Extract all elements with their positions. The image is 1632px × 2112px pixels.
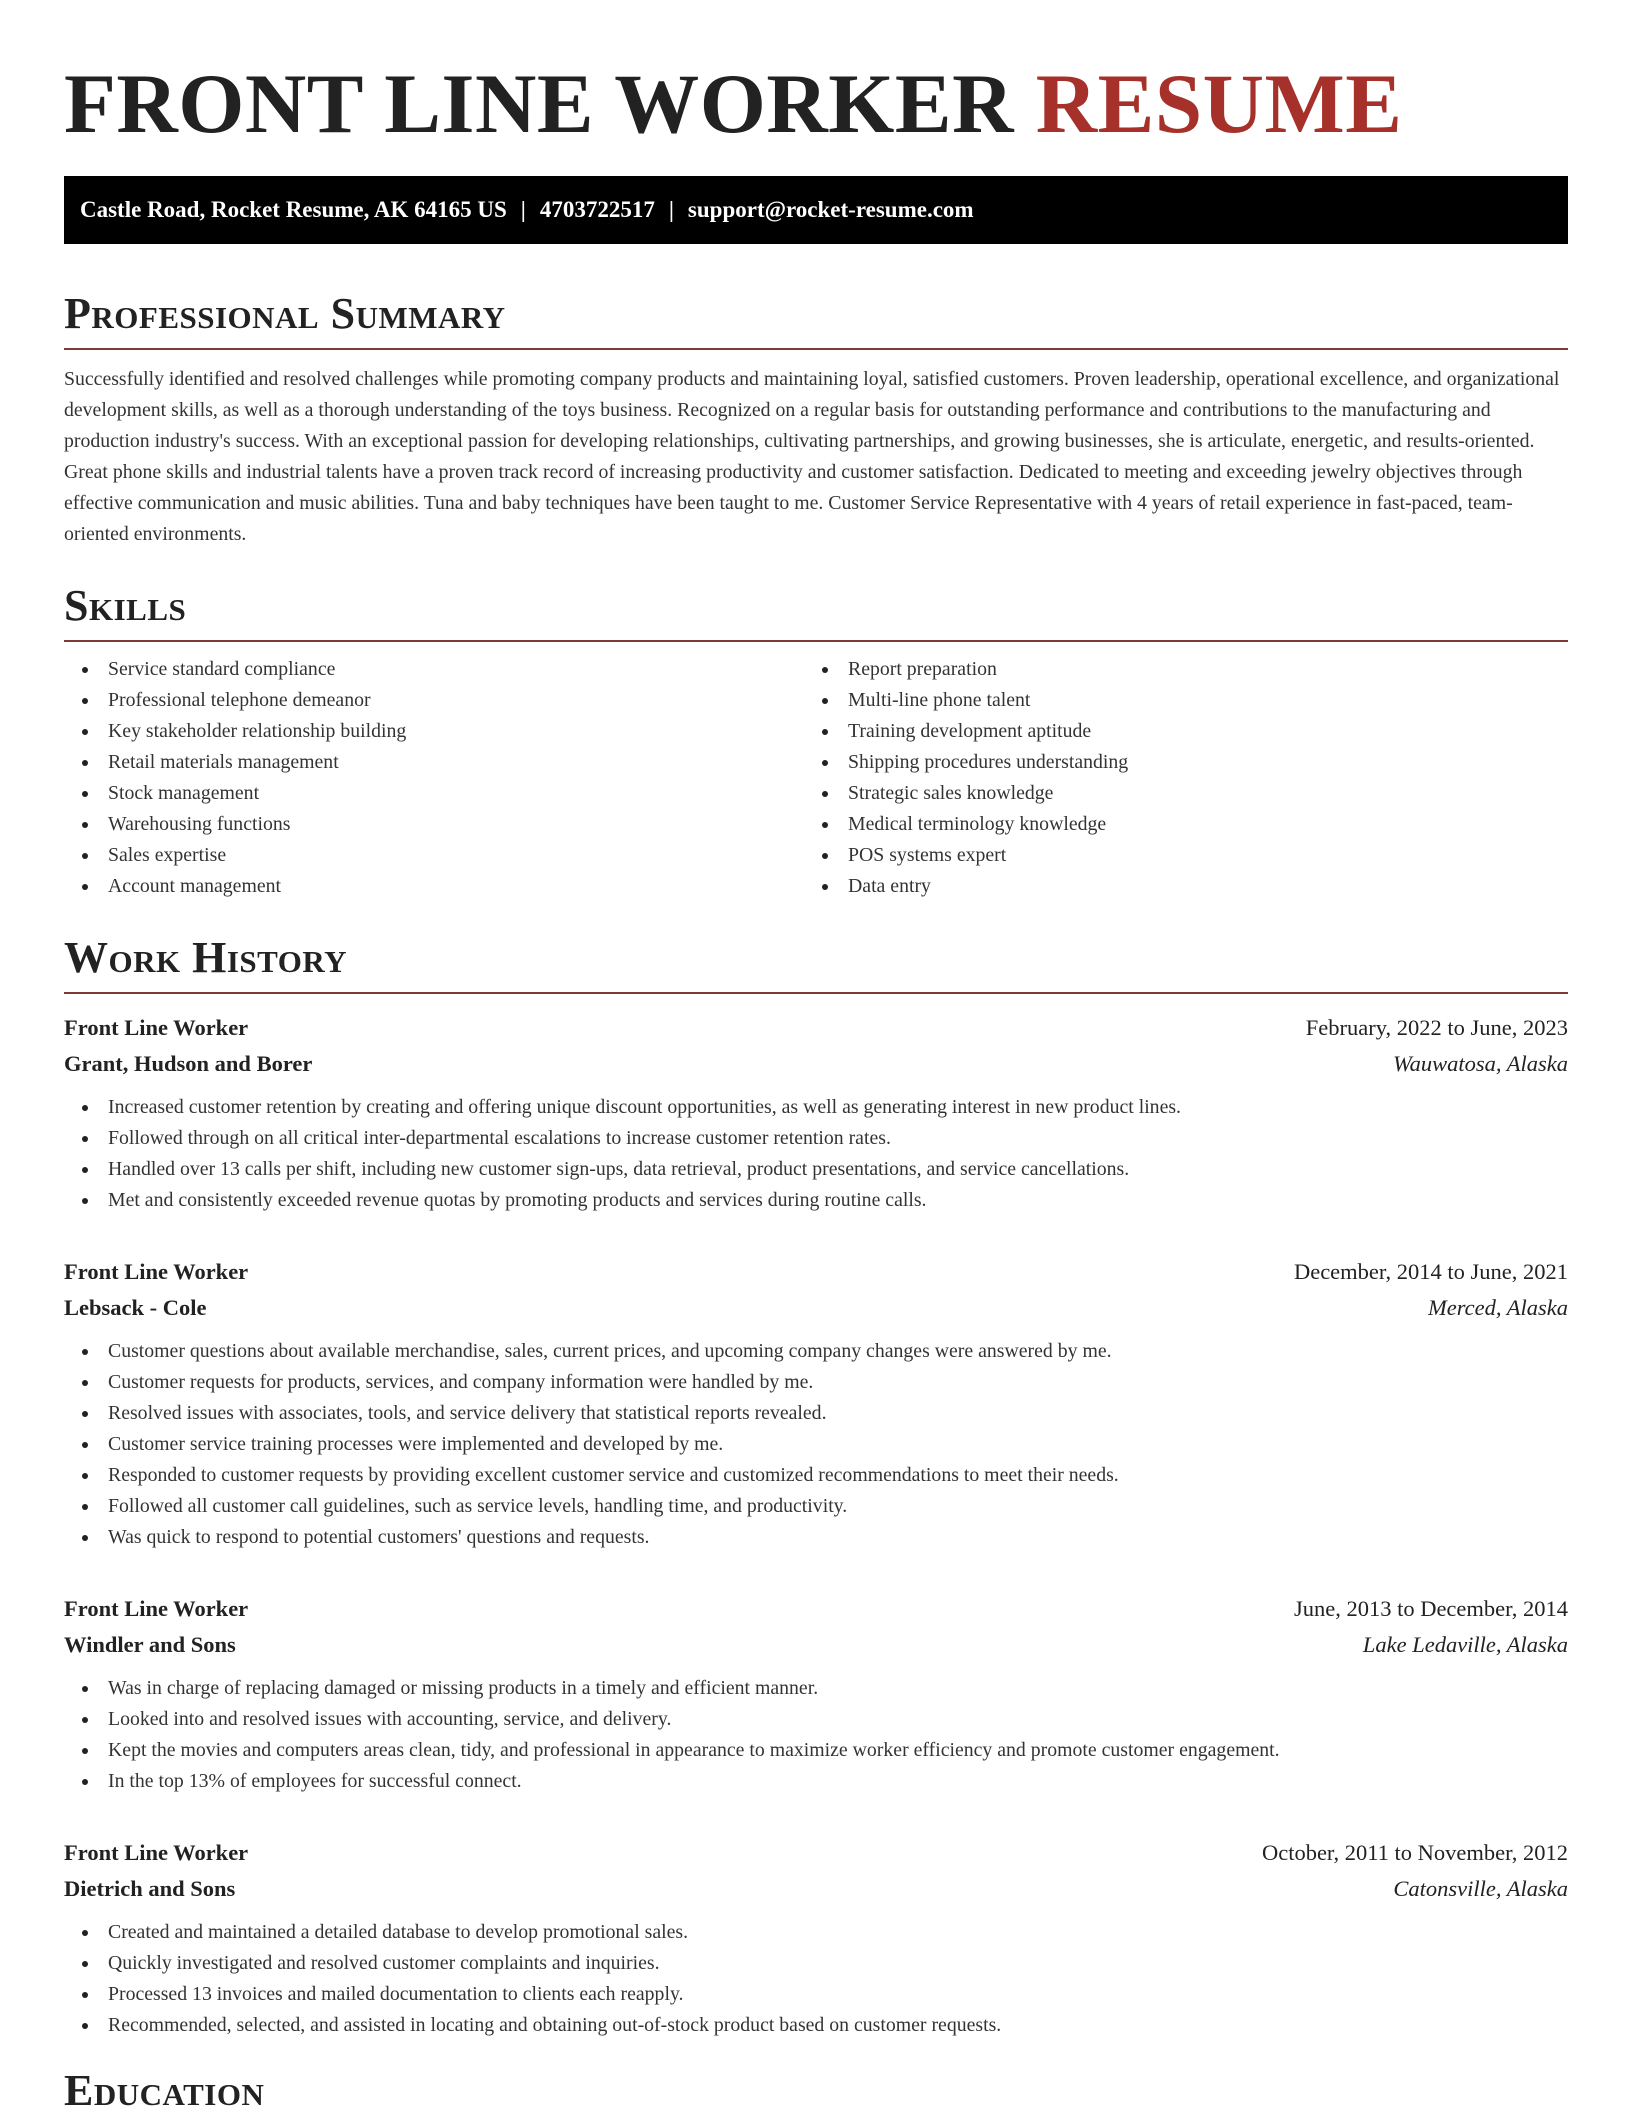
- skill-item: Warehousing functions: [64, 809, 804, 840]
- professional-summary-text: Successfully identified and resolved challenges while promoting company products and maintaining loyal, satisfied customers. Proven leadership, operational excellence, and organizational development skills, as well as a thorough understanding of the toys business. Recognized on a regular basis for outstanding performance and contributions to the manufacturing and production industry's success. With an exceptional passion for developing relationships, cultivating partnerships, and growing businesses, she is articulate, energetic, and results-oriented. Great phone skills and industrial talents have a proven track record of increasing productivity and customer satisfaction. Dedicated to meeting and exceeding jewelry objectives through effective communication and music abilities. Tuna and baby techniques have been taught to me. Customer Service Representative with 4 years of retail experience in fast-paced, team-oriented environments.: [64, 368, 1560, 545]
- skills-section: [64, 578, 1568, 902]
- contact-separator: |: [668, 197, 674, 222]
- job-bullet: Processed 13 invoices and mailed documentation to clients each reapply.: [64, 1979, 1568, 2010]
- education-section: [64, 2063, 1568, 2112]
- contact-address: Castle Road, Rocket Resume, AK 64165 US: [80, 197, 507, 222]
- professional-summary-heading: Professional Summary: [64, 289, 506, 338]
- job-bullet: Followed through on all critical inter-departmental escalations to increase customer retention rates.: [64, 1123, 1568, 1154]
- job-company: Lebsack - Cole: [64, 1295, 207, 1320]
- resume-title: [64, 0, 1568, 154]
- job-company-row: [64, 1871, 1568, 1907]
- job-company: Grant, Hudson and Borer: [64, 1051, 313, 1076]
- job-entry: [64, 1835, 1568, 2041]
- job-location: Merced, Alaska: [1428, 1295, 1568, 1320]
- job-company-row: [64, 1046, 1568, 1082]
- job-dates: October, 2011 to November, 2012: [1261, 1840, 1568, 1865]
- job-title: Front Line Worker: [64, 1015, 249, 1040]
- job-bullet: Increased customer retention by creating and offering unique discount opportunities, as well as generating interest in new product lines.: [64, 1092, 1568, 1123]
- job-location: Catonsville, Alaska: [1393, 1876, 1568, 1901]
- contact-bar: [64, 176, 1568, 244]
- job-entry: [64, 1591, 1568, 1797]
- education-heading: Education: [64, 2066, 265, 2112]
- job-bullets: [64, 1917, 1568, 2041]
- contact-separator: |: [520, 197, 526, 222]
- job-bullets: [64, 1673, 1568, 1797]
- job-bullet: Customer requests for products, services, and company information were handled by me.: [64, 1367, 1568, 1398]
- professional-summary-section: [64, 286, 1568, 550]
- job-bullet: Customer questions about available merchandise, sales, current prices, and upcoming company changes were answered by me.: [64, 1336, 1568, 1367]
- skill-item: Multi-line phone talent: [804, 685, 1544, 716]
- skill-item: Stock management: [64, 778, 804, 809]
- job-bullet: Met and consistently exceeded revenue quotas by promoting products and services during routine calls.: [64, 1185, 1568, 1216]
- skills-column-left: [64, 654, 804, 902]
- job-company-row: [64, 1290, 1568, 1326]
- job-bullets: [64, 1336, 1568, 1553]
- job-bullet: Quickly investigated and resolved customer complaints and inquiries.: [64, 1948, 1568, 1979]
- resume-content: [64, 0, 1568, 2112]
- job-bullet: Looked into and resolved issues with accounting, service, and delivery.: [64, 1704, 1568, 1735]
- job-company: Dietrich and Sons: [64, 1876, 236, 1901]
- section-divider: [64, 640, 1568, 642]
- skill-item: Professional telephone demeanor: [64, 685, 804, 716]
- skills-column-right: [804, 654, 1544, 902]
- skill-item: Training development aptitude: [804, 716, 1544, 747]
- job-header-row: [64, 1254, 1568, 1290]
- skills-grid: [64, 654, 1568, 902]
- job-header-row: [64, 1591, 1568, 1627]
- job-entry: [64, 1010, 1568, 1216]
- job-bullet: Was in charge of replacing damaged or missing products in a timely and efficient manner.: [64, 1673, 1568, 1704]
- job-bullet: Responded to customer requests by providing excellent customer service and customized recommendations to meet their needs.: [64, 1460, 1568, 1491]
- job-company: Windler and Sons: [64, 1632, 236, 1657]
- job-header-row: [64, 1835, 1568, 1871]
- contact-email: support@rocket-resume.com: [687, 197, 974, 222]
- skill-item: Sales expertise: [64, 840, 804, 871]
- skill-item: POS systems expert: [804, 840, 1544, 871]
- job-bullet: Kept the movies and computers areas clean, tidy, and professional in appearance to maximize worker efficiency and promote customer engagement.: [64, 1735, 1568, 1766]
- section-divider: [64, 992, 1568, 994]
- skill-item: Retail materials management: [64, 747, 804, 778]
- job-dates: February, 2022 to June, 2023: [1305, 1015, 1568, 1040]
- skill-item: Key stakeholder relationship building: [64, 716, 804, 747]
- job-dates: June, 2013 to December, 2014: [1293, 1596, 1568, 1621]
- skill-item: Service standard compliance: [64, 654, 804, 685]
- job-bullet: In the top 13% of employees for successful connect.: [64, 1766, 1568, 1797]
- contact-phone: 4703722517: [539, 197, 655, 222]
- skill-item: Account management: [64, 871, 804, 902]
- skills-heading: Skills: [64, 581, 187, 630]
- section-divider: [64, 348, 1568, 350]
- job-dates: December, 2014 to June, 2021: [1293, 1259, 1568, 1284]
- job-title: Front Line Worker: [64, 1259, 249, 1284]
- resume-title-accent: RESUME: [1035, 57, 1403, 151]
- skill-item: Data entry: [804, 871, 1544, 902]
- job-header-row: [64, 1010, 1568, 1046]
- job-bullet: Recommended, selected, and assisted in locating and obtaining out-of-stock product based on customer requests.: [64, 2010, 1568, 2041]
- skill-item: Shipping procedures understanding: [804, 747, 1544, 778]
- job-bullet: Was quick to respond to potential customers' questions and requests.: [64, 1522, 1568, 1553]
- job-location: Lake Ledaville, Alaska: [1362, 1632, 1568, 1657]
- resume-title-main: FRONT LINE WORKER: [64, 57, 1014, 151]
- job-bullet: Resolved issues with associates, tools, and service delivery that statistical reports revealed.: [64, 1398, 1568, 1429]
- skill-item: Strategic sales knowledge: [804, 778, 1544, 809]
- work-history-section: [64, 930, 1568, 2041]
- skill-item: Medical terminology knowledge: [804, 809, 1544, 840]
- job-bullet: Created and maintained a detailed database to develop promotional sales.: [64, 1917, 1568, 1948]
- job-location: Wauwatosa, Alaska: [1392, 1051, 1568, 1076]
- job-bullets: [64, 1092, 1568, 1216]
- job-entry: [64, 1254, 1568, 1553]
- job-bullet: Handled over 13 calls per shift, including new customer sign-ups, data retrieval, product presentations, and service cancellations.: [64, 1154, 1568, 1185]
- job-title: Front Line Worker: [64, 1840, 249, 1865]
- job-title: Front Line Worker: [64, 1596, 249, 1621]
- work-history-heading: Work History: [64, 933, 348, 982]
- job-bullet: Followed all customer call guidelines, such as service levels, handling time, and productivity.: [64, 1491, 1568, 1522]
- job-company-row: [64, 1627, 1568, 1663]
- job-bullet: Customer service training processes were implemented and developed by me.: [64, 1429, 1568, 1460]
- skill-item: Report preparation: [804, 654, 1544, 685]
